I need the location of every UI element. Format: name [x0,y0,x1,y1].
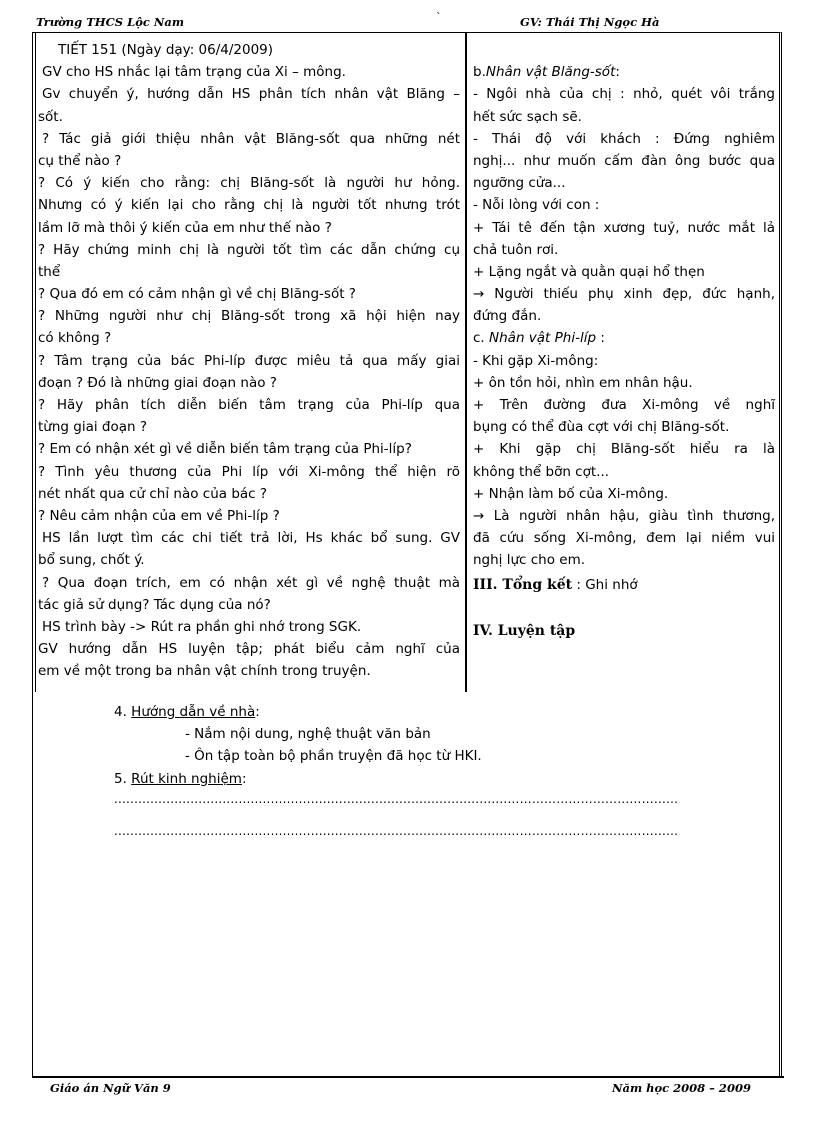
right-blank [473,39,775,61]
right-line: nghị... như muốn cấm đàn ông bước qua [473,152,775,169]
summary-text: : Ghi nhớ [572,576,638,593]
practice-title: IV. Luyện tập [473,622,576,639]
section-b-colon: : [615,64,620,81]
right-line: ngưỡng cửa... [473,175,566,192]
left-line: ? Qua đoạn trích, em có nhận xét gì về nghệ thuật mà [42,574,460,591]
left-line: HS trình bày -> Rút ra phần ghi nhớ trong SGK. [42,618,362,635]
left-line: từng giai đoạn ? [38,419,148,436]
header-school: Trường THCS Lộc Nam [36,15,184,29]
right-line: → Là người nhân hậu, giàu tình thương, [473,507,775,524]
left-line: ? Nêu cảm nhận của em về Phi-líp ? [38,507,280,524]
right-line: nghị lực cho em. [473,552,586,569]
section-b-title: Nhân vật Blăng-sốt [485,64,616,81]
right-line: + Trên đường đưa Xi-mông về nghĩ [473,397,775,413]
right-line: bụng có thể đùa cợt với chị Blăng-sốt. [473,419,730,436]
homework-colon: : [255,704,260,720]
left-line: Gv chuyển ý, hướng dẫn HS phân tích nhân vật Blăng – [42,86,460,103]
right-line: + Lặng ngắt và quằn quại hổ thẹn [473,263,705,280]
homework-item: - Ôn tập toàn bộ phần truyện đã học từ HKI. [185,748,482,765]
summary-title: III. Tổng kết [473,576,573,593]
right-line: chả tuôn rơi. [473,241,559,258]
right-line: + Tái tê đến tận xương tuỷ, nước mắt lả [473,219,775,236]
left-line: ? Tình yêu thương của Phi líp với Xi-mông thể hiện rõ [38,463,460,480]
left-line: ? Qua đó em có cảm nhận gì về chị Blăng-sốt ? [38,286,356,303]
left-line: có không ? [38,330,112,347]
left-line: tác giả sử dụng? Tác dụng của nó? [38,596,271,613]
footer-year: Năm học 2008 – 2009 [612,1081,751,1095]
left-line: ? Tâm trạng của bác Phi-líp được miêu tả qua mấy giai [38,352,460,369]
experience-dotted-line: ..................................................................................................…………………………………… [114,792,679,806]
left-line: cụ thể nào ? [38,152,122,169]
section-c-colon: : [596,330,605,347]
right-line: đã cứu sống Xi-mông, đem lại niềm vui [473,530,775,547]
right-line: + Nhận làm bố của Xi-mông. [473,485,669,502]
left-line: đoạn ? Đó là những giai đoạn nào ? [38,374,277,391]
homework-number: 4. [114,704,132,720]
left-column [38,39,460,682]
left-line: ? Em có nhận xét gì về diễn biến tâm trạng của Phi-líp? [38,441,412,458]
experience-heading [38,768,778,790]
left-line: ? Hãy chứng minh chị là người tốt tìm các dẫn chứng cụ [38,241,460,258]
right-line: - Thái độ với khách : Đứng nghiêm [473,130,775,147]
section-b-heading [473,61,775,83]
frame-bottom-rule [32,1076,784,1078]
column-divider [465,32,467,692]
left-line: sốt. [38,108,63,125]
right-line: - Nỗi lòng với con : [473,197,600,214]
summary-line [473,574,775,596]
left-line: em về một trong ba nhân vật chính trong truyện. [38,663,371,680]
experience-colon: : [241,770,247,787]
left-line: HS lần lượt tìm các chi tiết trả lời, Hs khác bổ sung. GV [42,530,460,547]
lesson-heading: TIẾT 151 (Ngày dạy: 06/4/2009) [58,42,274,58]
experience-title: Rút kinh nghiệm [131,770,242,787]
homework-item: - Nắm nội dung, nghệ thuật văn bản [185,726,431,743]
left-line: ? Hãy phân tích diễn biến tâm trạng của Phi-líp qua [38,397,460,413]
section-c-prefix: c. [473,330,490,347]
right-line: + Khi gặp chị Blăng-sốt hiểu ra là [473,441,775,458]
right-line: hết sức sạch sẽ. [473,108,582,125]
left-line: lầm lỡ mà thôi ý kiến của em như thế nào ? [38,219,332,236]
right-line: không thể bỡn cợt... [473,463,610,480]
left-line: ? Có ý kiến cho rằng: chị Blăng-sốt là người hư hỏng. [38,175,460,192]
experience-number: 5. [114,770,132,787]
left-line: GV cho HS nhắc lại tâm trạng của Xi – mông. [42,64,346,81]
right-line: → Người thiếu phụ xinh đẹp, đức hạnh, [473,286,775,303]
right-line: + ôn tồn hỏi, nhìn em nhân hậu. [473,374,693,391]
section-c-heading [473,327,775,349]
section-b-prefix: b. [473,64,486,81]
homework-section [38,701,778,790]
homework-heading [38,701,778,723]
left-line: ? Những người như chị Blăng-sốt trong xã hội hiện nay [38,308,460,325]
right-column [473,39,775,642]
experience-dotted-line: ..................................................................................................…………………………………… [114,824,679,838]
practice-line [473,620,775,642]
left-column-border [35,32,36,692]
left-line: Nhưng có ý kiến lại cho rằng chị là người tốt nhưng trót [38,197,460,214]
homework-title: Hướng dẫn về nhà [131,704,256,720]
left-line: nét nhất qua cử chỉ nào của bác ? [38,485,268,502]
right-line: - Khi gặp Xi-mông: [473,352,599,369]
left-line: thể [38,263,61,280]
left-line: GV hướng dẫn HS luyện tập; phát biểu cảm nghĩ của [38,641,460,658]
header-mark: ` [436,10,442,24]
right-line: - Ngôi nhà của chị : nhỏ, quét vôi trắng [473,86,775,103]
left-line: bổ sung, chốt ý. [38,552,145,569]
footer-subject: Giáo án Ngữ Văn 9 [50,1081,171,1095]
header-teacher: GV: Thái Thị Ngọc Hà [520,15,660,29]
right-line: đứng đắn. [473,308,542,325]
left-line: ? Tác giả giới thiệu nhân vật Blăng-sốt qua những nét [42,130,460,147]
section-c-title: Nhân vật Phi-líp [489,330,597,347]
